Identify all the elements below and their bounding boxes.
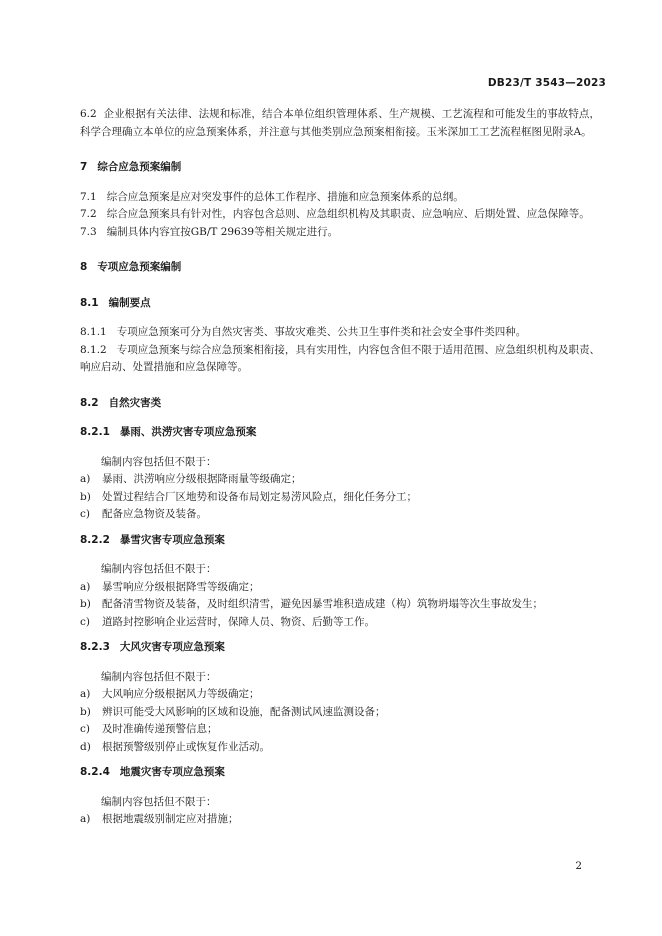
list-text: 道路封控影响企业运营时，保障人员、物资、后勤等工作。 [102,615,375,628]
clause-7-2 [80,206,600,224]
list-item [80,811,600,829]
clause-text: 专项应急预案与综合应急预案相衔接，具有实用性，内容包含但不限于适用范围、应急组织机构及职责、响应启动、处置措施和应急保障等。 [80,343,600,373]
clause-number: 8.1.1 [80,326,107,338]
list-intro: 编制内容包括但不限于： [101,563,217,575]
list-item [80,739,600,757]
list-text: 暴雨、洪涝响应分级根据降雨量等级确定； [102,473,302,485]
section-number: 8.2.4 [80,766,110,778]
clause-text: 企业根据有关法律、法规和标准，结合本单位组织管理体系、生产规模、工艺流程和可能发生的事故特点，科学合理确立本单位的应急预案体系，并注意与其他类别应急预案相衔接。玉米深加工工艺流程框图见附录A。 [80,108,600,138]
page-number: 2 [575,860,582,872]
clause-number: 8.1.2 [80,343,107,356]
list-marker: b) [80,705,91,718]
list-8-2-1 [80,471,600,524]
list-intro: 编制内容包括但不限于： [101,795,217,808]
section-title: 大风灾害专项应急预案 [119,641,225,653]
clause-7-3 [80,224,600,242]
clause-text: 综合应急预案具有针对性，内容包含总则、应急组织机构及其职责、应急响应、后期处置、应急保障等。 [106,208,590,220]
list-intro: 编制内容包括但不限于： [101,670,217,683]
list-text: 处置过程结合厂区地势和设备布局划定易涝风险点，细化任务分工； [102,490,417,503]
clause-text: 专项应急预案可分为自然灾害类、事故灾难类、公共卫生事件类和社会安全事件类四种。 [116,326,527,338]
section-number: 8.2.3 [80,641,110,653]
section-title: 综合应急预案编制 [97,161,182,173]
list-intro: 编制内容包括但不限于： [101,455,217,468]
section-8-2-heading [80,395,600,413]
clause-8-1-2 [80,342,600,377]
section-number: 8.2 [80,396,99,409]
clause-number: 6.2 [80,108,97,120]
section-8-2-1-heading [80,424,600,442]
clause-8-1-1 [80,324,600,342]
list-item [80,721,600,739]
clause-7-1 [80,189,600,207]
section-8-1-heading [80,295,600,313]
list-marker: a) [80,688,91,700]
clause-text: 综合应急预案是应对突发事件的总体工作程序、措施和应急预案体系的总纲。 [106,190,464,203]
list-item [80,471,600,489]
list-item [80,489,600,507]
clause-6-2 [80,106,600,141]
section-8-2-2-heading [80,532,600,550]
section-title: 暴雪灾害专项应急预案 [119,533,225,546]
section-8-heading [80,259,600,277]
list-item [80,686,600,704]
list-marker: d) [80,740,91,753]
clause-number: 7.1 [80,190,97,203]
section-number: 8.2.2 [80,533,110,546]
list-text: 辨识可能受大风影响的区域和设施，配备测试风速监测设备； [102,705,386,718]
list-item [80,506,600,524]
list-text: 根据预警级别停止或恢复作业活动。 [102,740,270,753]
section-8-2-3-heading [80,639,600,657]
section-number: 7 [80,161,88,173]
list-text: 暴雪响应分级根据降雪等级确定； [102,580,260,593]
section-number: 8.1 [80,296,99,309]
section-number: 8 [80,261,88,273]
section-title: 地震灾害专项应急预案 [119,766,225,778]
section-8-2-4-heading [80,764,600,782]
list-item [80,614,600,632]
list-marker: b) [80,490,91,503]
list-8-2-3 [80,686,600,756]
section-number: 8.2.1 [80,426,110,438]
list-text: 根据地震级别制定应对措施； [102,813,239,825]
list-marker: a) [80,473,91,485]
list-8-2-2 [80,579,600,632]
clause-text: 编制具体内容宜按GB/T 29639等相关规定进行。 [106,225,339,238]
section-title: 编制要点 [108,296,151,309]
document-body [80,106,600,829]
section-title: 暴雨、洪涝灾害专项应急预案 [119,426,257,438]
list-item [80,579,600,597]
list-text: 配备应急物资及装备。 [102,508,207,520]
section-title: 自然灾害类 [108,396,162,409]
list-item [80,704,600,722]
section-title: 专项应急预案编制 [97,261,182,273]
list-marker: b) [80,598,91,610]
list-marker: a) [80,580,91,593]
document-id-header: DB23/T 3543—2023 [487,77,606,89]
list-8-2-4 [80,811,600,829]
list-text: 及时准确传递预警信息； [102,723,218,735]
list-marker: c) [80,508,90,520]
list-marker: c) [80,615,90,628]
clause-number: 7.3 [80,225,97,238]
list-item [80,596,600,614]
list-marker: a) [80,813,91,825]
clause-number: 7.2 [80,208,97,220]
section-7-heading [80,159,600,177]
list-text: 大风响应分级根据风力等级确定； [102,688,260,700]
list-text: 配备清雪物资及装备，及时组织清雪，避免因暴雪堆积造成建（构）筑物坍塌等次生事故发生； [102,598,543,610]
list-marker: c) [80,723,90,735]
